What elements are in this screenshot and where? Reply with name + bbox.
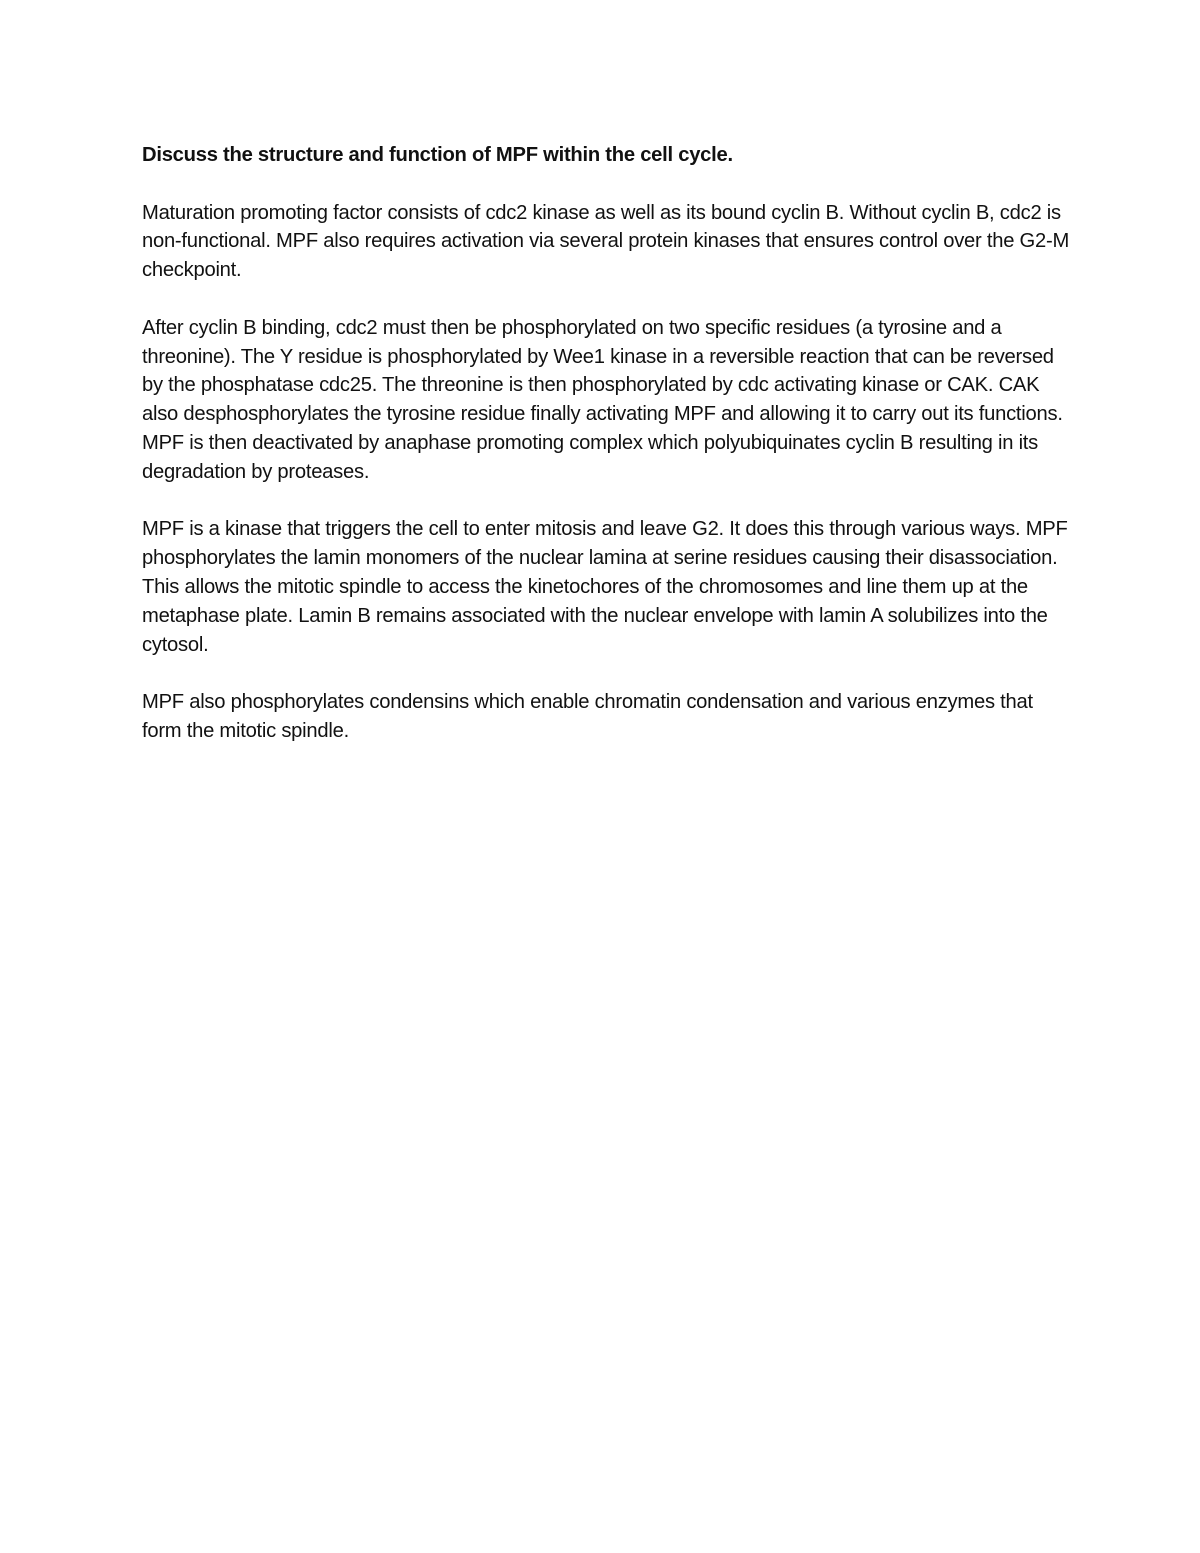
paragraph-mpf-condensins: MPF also phosphorylates condensins which enable chromatin condensation and various enzymes that form the mitotic spindle.: [142, 691, 1033, 742]
document-heading: Discuss the structure and function of MPF within the cell cycle.: [142, 144, 733, 166]
paragraph-mpf-function: MPF is a kinase that triggers the cell to enter mitosis and leave G2. It does this through various ways. MPF phosphorylates the lamin monomers of the nuclear lamina at serine residues causing their disassociation. This allows the mitotic spindle to access the kinetochores of the chromosomes and line them up at the metaphase plate. Lamin B remains associated with the nuclear envelope with lamin A solubilizes into the cytosol.: [142, 518, 1068, 656]
paragraph-mpf-activation: After cyclin B binding, cdc2 must then be phosphorylated on two specific residues (a tyrosine and a threonine). The Y residue is phosphorylated by Wee1 kinase in a reversible reaction that can be reversed by the phosphatase cdc25. The threonine is then phosphorylated by cdc activating kinase or CAK. CAK also desphosphorylates the tyrosine residue finally activating MPF and allowing it to carry out its functions. MPF is then deactivated by anaphase promoting complex which polyubiquinates cyclin B resulting in its degradation by proteases.: [142, 316, 1063, 483]
document-body: [142, 141, 1072, 775]
paragraph-mpf-structure: Maturation promoting factor consists of cdc2 kinase as well as its bound cyclin B. Without cyclin B, cdc2 is non-functional. MPF also requires activation via several protein kinases that ensures control over the G2-M checkpoint.: [142, 201, 1070, 282]
